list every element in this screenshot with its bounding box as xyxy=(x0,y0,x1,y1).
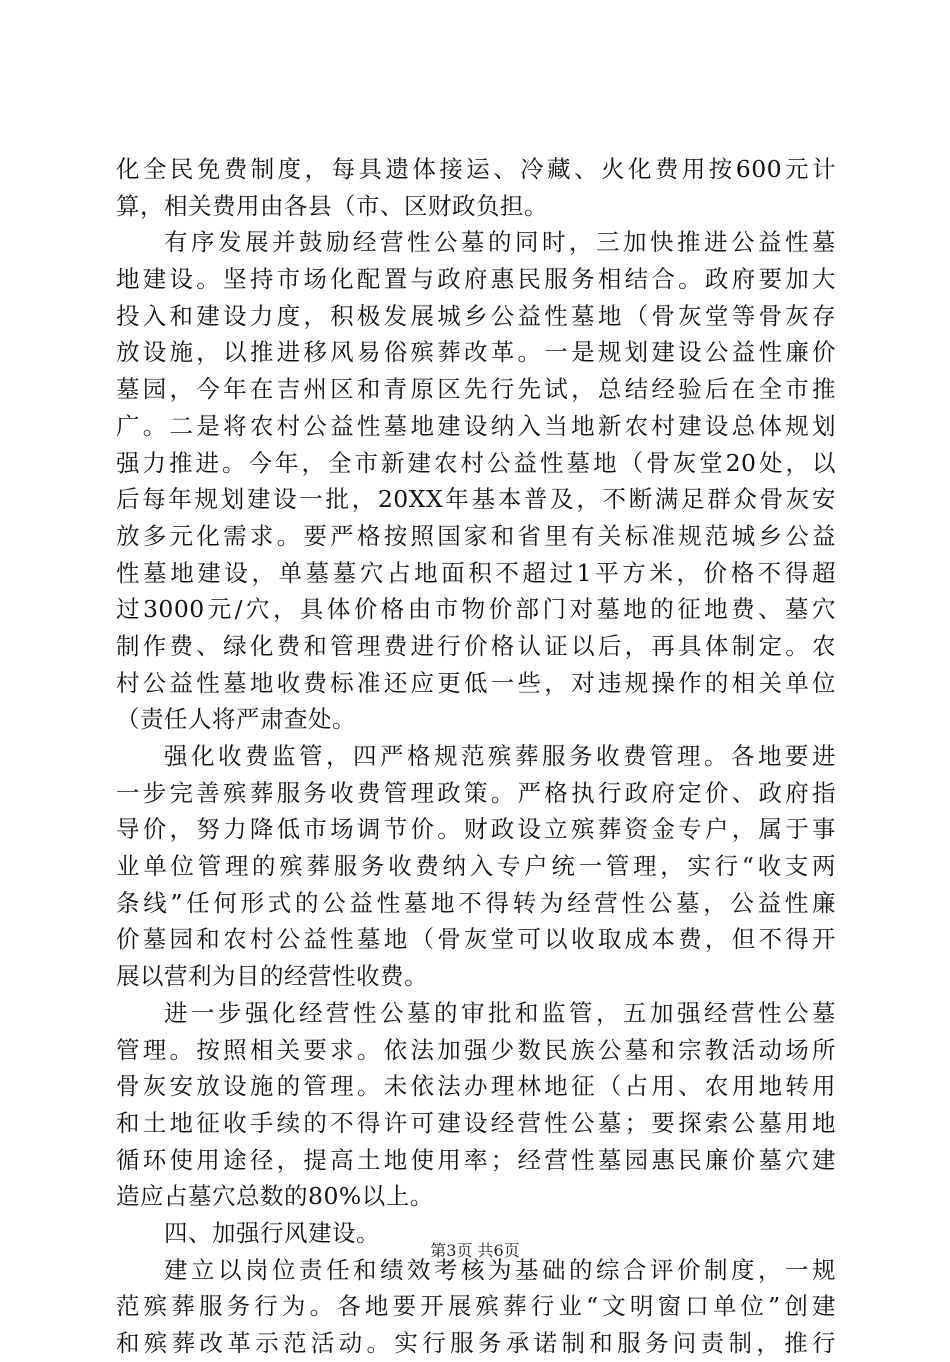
text-line: 墓园，今年在吉州区和青原区先行先试，总结经验后在全市推 xyxy=(116,375,836,404)
text-line: 强力推进。今年，全市新建农村公益性墓地（骨灰堂20处，以 xyxy=(116,448,836,477)
text-line: 有序发展并鼓励经营性公墓的同时，三加快推进公益性墓 xyxy=(164,228,836,257)
text-line: 和殡葬改革示范活动。实行服务承诺制和服务问责制，推行 xyxy=(116,1329,836,1357)
document-body xyxy=(116,151,836,1362)
text-line: 建立以岗位责任和绩效考核为基础的综合评价制度，一规 xyxy=(164,1255,836,1284)
text-line: 投入和建设力度，积极发展城乡公益性墓地（骨灰堂等骨灰存 xyxy=(116,301,836,330)
text-line: 价墓园和农村公益性墓地（骨灰堂可以收取成本费，但不得开 xyxy=(116,925,836,954)
text-line: 放设施，以推进移风易俗殡葬改革。一是规划建设公益性廉价 xyxy=(116,338,836,367)
text-line: 制作费、绿化费和管理费进行价格认证以后，再具体制定。农 xyxy=(116,631,836,660)
text-line: 性墓地建设，单墓墓穴占地面积不超过1平方米，价格不得超 xyxy=(116,558,836,587)
text-line: 骨灰安放设施的管理。未依法办理林地征（占用、农用地转用 xyxy=(116,1072,836,1101)
page-footer: 第3页 共6页 xyxy=(430,1241,520,1260)
text-line: 范殡葬服务行为。各地要开展殡葬行业“文明窗口单位”创建 xyxy=(116,1292,836,1321)
text-line: 一步完善殡葬服务收费管理政策。严格执行政府定价、政府指 xyxy=(116,778,836,807)
text-line: 化全民免费制度，每具遗体接运、冷藏、火化费用按600元计 xyxy=(116,155,836,183)
text-line: 地建设。坚持市场化配置与政府惠民服务相结合。政府要加大 xyxy=(116,265,836,294)
text-line: 和土地征收手续的不得许可建设经营性公墓；要探索公墓用地 xyxy=(116,1108,836,1137)
text-line: 后每年规划建设一批，20XX年基本普及，不断满足群众骨灰安 xyxy=(116,485,836,514)
text-line: 展以营利为目的经营性收费。 xyxy=(116,962,428,991)
text-line: 算，相关费用由各县（市、区财政负担。 xyxy=(116,191,548,220)
text-line: 村公益性墓地收费标准还应更低一些，对违规操作的相关单位 xyxy=(116,668,836,697)
text-line: 导价，努力降低市场调节价。财政设立殡葬资金专户，属于事 xyxy=(116,815,836,844)
text-line: 业单位管理的殡葬服务收费纳入专户统一管理，实行“收支两 xyxy=(116,852,836,881)
text-line: 四、加强行风建设。 xyxy=(164,1218,380,1247)
text-line: 条线”任何形式的公益性墓地不得转为经营性公墓，公益性廉 xyxy=(116,888,836,917)
text-line: 强化收费监管，四严格规范殡葬服务收费管理。各地要进 xyxy=(164,742,836,770)
text-line: 广。二是将农村公益性墓地建设纳入当地新农村建设总体规划 xyxy=(116,411,836,440)
text-line: 造应占墓穴总数的80%以上。 xyxy=(116,1182,434,1211)
text-line: 管理。按照相关要求。依法加强少数民族公墓和宗教活动场所 xyxy=(116,1035,836,1064)
text-line: 过3000元/穴，具体价格由市物价部门对墓地的征地费、墓穴 xyxy=(116,595,836,624)
text-line: 放多元化需求。要严格按照国家和省里有关标准规范城乡公益 xyxy=(116,521,836,550)
text-line: （责任人将严肃查处。 xyxy=(116,705,356,734)
text-line: 进一步强化经营性公墓的审批和监管，五加强经营性公墓 xyxy=(164,998,836,1027)
text-line: 循环使用途径，提高土地使用率；经营性墓园惠民廉价墓穴建 xyxy=(116,1145,836,1174)
